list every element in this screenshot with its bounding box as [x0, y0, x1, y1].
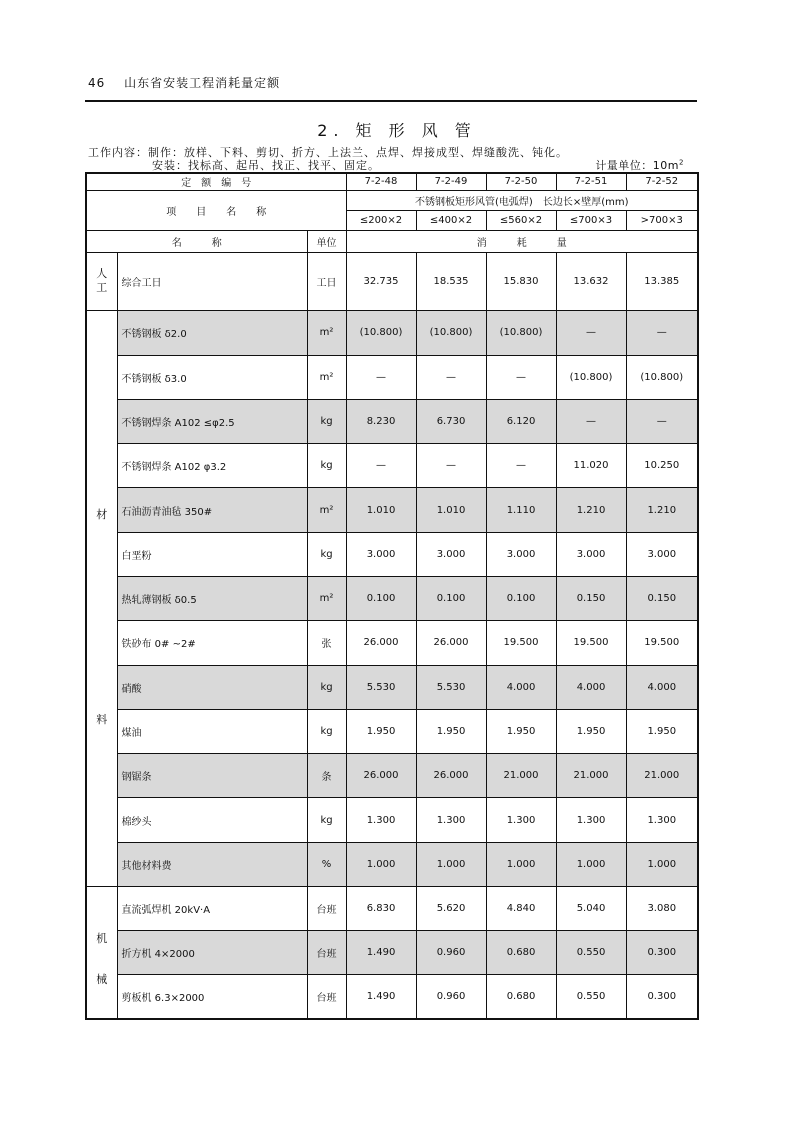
table-row — [86, 532, 698, 576]
category-machinery-bottom: 械 — [96, 973, 108, 987]
consumption-value: 1.000 — [556, 842, 626, 886]
item-unit: 台班 — [307, 887, 346, 931]
table-row — [86, 887, 698, 931]
consumption-value: 21.000 — [626, 754, 698, 798]
header-rule — [85, 100, 697, 102]
item-name: 石油沥青油毡 350# — [117, 488, 307, 532]
page-header — [88, 74, 280, 91]
column-consumption-header: 消 耗 量 — [346, 230, 698, 252]
consumption-value: 1.000 — [626, 842, 698, 886]
consumption-value: 1.950 — [556, 709, 626, 753]
consumption-value: 6.730 — [416, 399, 486, 443]
table-row — [86, 576, 698, 620]
consumption-value: 0.100 — [346, 576, 416, 620]
item-name: 白垩粉 — [117, 532, 307, 576]
item-name: 折方机 4×2000 — [117, 931, 307, 975]
item-name: 剪板机 6.3×2000 — [117, 975, 307, 1019]
consumption-value: 26.000 — [346, 621, 416, 665]
item-name: 不锈钢焊条 A102 φ3.2 — [117, 444, 307, 488]
consumption-value: (10.800) — [486, 310, 556, 355]
table-row — [86, 355, 698, 399]
item-name: 钢锯条 — [117, 754, 307, 798]
table-row — [86, 754, 698, 798]
column-name-header: 名 称 — [86, 230, 307, 252]
consumption-value: 13.632 — [556, 252, 626, 310]
item-unit: m² — [307, 310, 346, 355]
consumption-value: 5.040 — [556, 887, 626, 931]
table-row — [86, 621, 698, 665]
consumption-value: 1.950 — [346, 709, 416, 753]
table-row — [86, 975, 698, 1019]
consumption-value: 6.120 — [486, 399, 556, 443]
consumption-value: 6.830 — [346, 887, 416, 931]
item-unit: kg — [307, 444, 346, 488]
consumption-value: 3.000 — [556, 532, 626, 576]
consumption-value: 1.010 — [416, 488, 486, 532]
consumption-value: — — [486, 444, 556, 488]
consumption-value: 1.300 — [346, 798, 416, 842]
item-unit: kg — [307, 399, 346, 443]
consumption-value: 26.000 — [416, 621, 486, 665]
quota-code: 7-2-50 — [486, 173, 556, 190]
consumption-value: 0.100 — [416, 576, 486, 620]
consumption-value: 1.950 — [626, 709, 698, 753]
consumption-value: 0.680 — [486, 931, 556, 975]
consumption-value: (10.800) — [626, 355, 698, 399]
quota-code: 7-2-49 — [416, 173, 486, 190]
consumption-value: 15.830 — [486, 252, 556, 310]
consumption-value: 19.500 — [626, 621, 698, 665]
consumption-value: 0.150 — [556, 576, 626, 620]
item-unit: % — [307, 842, 346, 886]
item-name: 不锈钢焊条 A102 ≤φ2.5 — [117, 399, 307, 443]
consumption-value: — — [346, 444, 416, 488]
item-unit: 张 — [307, 621, 346, 665]
consumption-value: 1.210 — [626, 488, 698, 532]
item-unit: m² — [307, 488, 346, 532]
table-row — [86, 931, 698, 975]
consumption-value: 1.950 — [416, 709, 486, 753]
table-row — [86, 399, 698, 443]
item-name: 煤油 — [117, 709, 307, 753]
quota-code-label: 定 额 编 号 — [86, 173, 346, 190]
item-name: 不锈钢板 δ2.0 — [117, 310, 307, 355]
spec: ≤560×2 — [486, 210, 556, 230]
spec: ≤700×3 — [556, 210, 626, 230]
column-unit-header: 单位 — [307, 230, 346, 252]
consumption-value: 5.530 — [416, 665, 486, 709]
consumption-value: 13.385 — [626, 252, 698, 310]
consumption-value: 26.000 — [346, 754, 416, 798]
consumption-value: 4.000 — [486, 665, 556, 709]
consumption-value: — — [556, 310, 626, 355]
consumption-value: 11.020 — [556, 444, 626, 488]
group-title-row — [86, 190, 698, 210]
spec: >700×3 — [626, 210, 698, 230]
measurement-unit: 计量单位：$10m^2$ — [595, 158, 684, 172]
page-number: 46 — [88, 76, 106, 90]
item-unit: m² — [307, 355, 346, 399]
item-name: 铁砂布 0# ~2# — [117, 621, 307, 665]
consumption-value: 0.550 — [556, 975, 626, 1019]
item-unit: kg — [307, 709, 346, 753]
consumption-value: 1.000 — [346, 842, 416, 886]
consumption-value: — — [626, 310, 698, 355]
consumption-value: 1.300 — [486, 798, 556, 842]
consumption-value: 18.535 — [416, 252, 486, 310]
item-name: 硝酸 — [117, 665, 307, 709]
consumption-value: 8.230 — [346, 399, 416, 443]
item-unit: 台班 — [307, 931, 346, 975]
consumption-value: 3.000 — [486, 532, 556, 576]
item-name-label: 项 目 名 称 — [86, 190, 346, 230]
consumption-value: 1.300 — [416, 798, 486, 842]
consumption-value: 1.110 — [486, 488, 556, 532]
consumption-value: 0.680 — [486, 975, 556, 1019]
consumption-value: 21.000 — [556, 754, 626, 798]
consumption-value: 0.960 — [416, 975, 486, 1019]
table-row — [86, 665, 698, 709]
table-row — [86, 310, 698, 355]
item-name: 热轧薄钢板 δ0.5 — [117, 576, 307, 620]
consumption-value: (10.800) — [346, 310, 416, 355]
consumption-value: — — [416, 444, 486, 488]
table-row — [86, 444, 698, 488]
spec: ≤200×2 — [346, 210, 416, 230]
item-name: 棉纱头 — [117, 798, 307, 842]
consumption-value: 3.000 — [416, 532, 486, 576]
table-row — [86, 709, 698, 753]
consumption-value: (10.800) — [416, 310, 486, 355]
consumption-value: 21.000 — [486, 754, 556, 798]
item-unit: kg — [307, 665, 346, 709]
quota-table — [85, 172, 699, 1020]
consumption-value: — — [486, 355, 556, 399]
consumption-value: 10.250 — [626, 444, 698, 488]
consumption-value: 4.840 — [486, 887, 556, 931]
consumption-value: 1.000 — [486, 842, 556, 886]
quota-code-row — [86, 173, 698, 190]
item-unit: kg — [307, 532, 346, 576]
consumption-value: 1.300 — [626, 798, 698, 842]
consumption-value: 1.490 — [346, 931, 416, 975]
consumption-value: 5.530 — [346, 665, 416, 709]
consumption-value: 32.735 — [346, 252, 416, 310]
group-title: 不锈钢板矩形风管(电弧焊) 长边长×壁厚(mm) — [346, 190, 698, 210]
book-title: 山东省安装工程消耗量定额 — [124, 76, 281, 90]
table-row — [86, 798, 698, 842]
consumption-value: 19.500 — [486, 621, 556, 665]
quota-code: 7-2-52 — [626, 173, 698, 190]
table-row — [86, 842, 698, 886]
category-materials — [86, 310, 117, 887]
consumption-value: — — [556, 399, 626, 443]
item-unit: m² — [307, 576, 346, 620]
consumption-value: 0.100 — [486, 576, 556, 620]
category-machinery-top: 机 — [96, 932, 108, 946]
category-materials-top: 材 — [96, 507, 108, 521]
spec: ≤400×2 — [416, 210, 486, 230]
consumption-value: 0.300 — [626, 975, 698, 1019]
quota-code: 7-2-51 — [556, 173, 626, 190]
consumption-value: 1.000 — [416, 842, 486, 886]
consumption-value: 0.150 — [626, 576, 698, 620]
consumption-value: — — [416, 355, 486, 399]
consumption-value: 1.490 — [346, 975, 416, 1019]
consumption-value: 3.000 — [626, 532, 698, 576]
item-unit: 条 — [307, 754, 346, 798]
consumption-value: 1.950 — [486, 709, 556, 753]
item-name: 其他材料费 — [117, 842, 307, 886]
consumption-value: 5.620 — [416, 887, 486, 931]
consumption-value: 1.210 — [556, 488, 626, 532]
category-labor-label: 人工 — [96, 267, 108, 294]
consumption-value: 0.300 — [626, 931, 698, 975]
work-content-line-2: 安装：找标高、起吊、找正、找平、固定。 — [152, 159, 380, 172]
item-unit: 台班 — [307, 975, 346, 1019]
consumption-value: 1.300 — [556, 798, 626, 842]
table-row — [86, 488, 698, 532]
section-title: 2. 矩 形 风 管 — [317, 121, 477, 140]
item-unit: 工日 — [307, 252, 346, 310]
item-name: 直流弧焊机 20kV·A — [117, 887, 307, 931]
consumption-value: 0.960 — [416, 931, 486, 975]
consumption-value: 1.010 — [346, 488, 416, 532]
consumption-value: 19.500 — [556, 621, 626, 665]
consumption-value: 26.000 — [416, 754, 486, 798]
category-labor — [86, 252, 117, 310]
item-unit: kg — [307, 798, 346, 842]
consumption-value: 4.000 — [626, 665, 698, 709]
quota-code: 7-2-48 — [346, 173, 416, 190]
item-name: 综合工日 — [117, 252, 307, 310]
consumption-value: — — [346, 355, 416, 399]
consumption-value: (10.800) — [556, 355, 626, 399]
category-machinery — [86, 887, 117, 1019]
column-header-row — [86, 230, 698, 252]
item-name: 不锈钢板 δ3.0 — [117, 355, 307, 399]
table-row — [86, 252, 698, 310]
consumption-value: 4.000 — [556, 665, 626, 709]
work-content — [88, 146, 568, 172]
consumption-value: 3.080 — [626, 887, 698, 931]
category-materials-bottom: 料 — [96, 712, 108, 726]
consumption-value: 3.000 — [346, 532, 416, 576]
consumption-value: — — [626, 399, 698, 443]
consumption-value: 0.550 — [556, 931, 626, 975]
work-content-line-1: 工作内容：制作：放样、下料、剪切、折方、上法兰、点焊、焊接成型、焊缝酸洗、钝化。 — [88, 146, 568, 159]
